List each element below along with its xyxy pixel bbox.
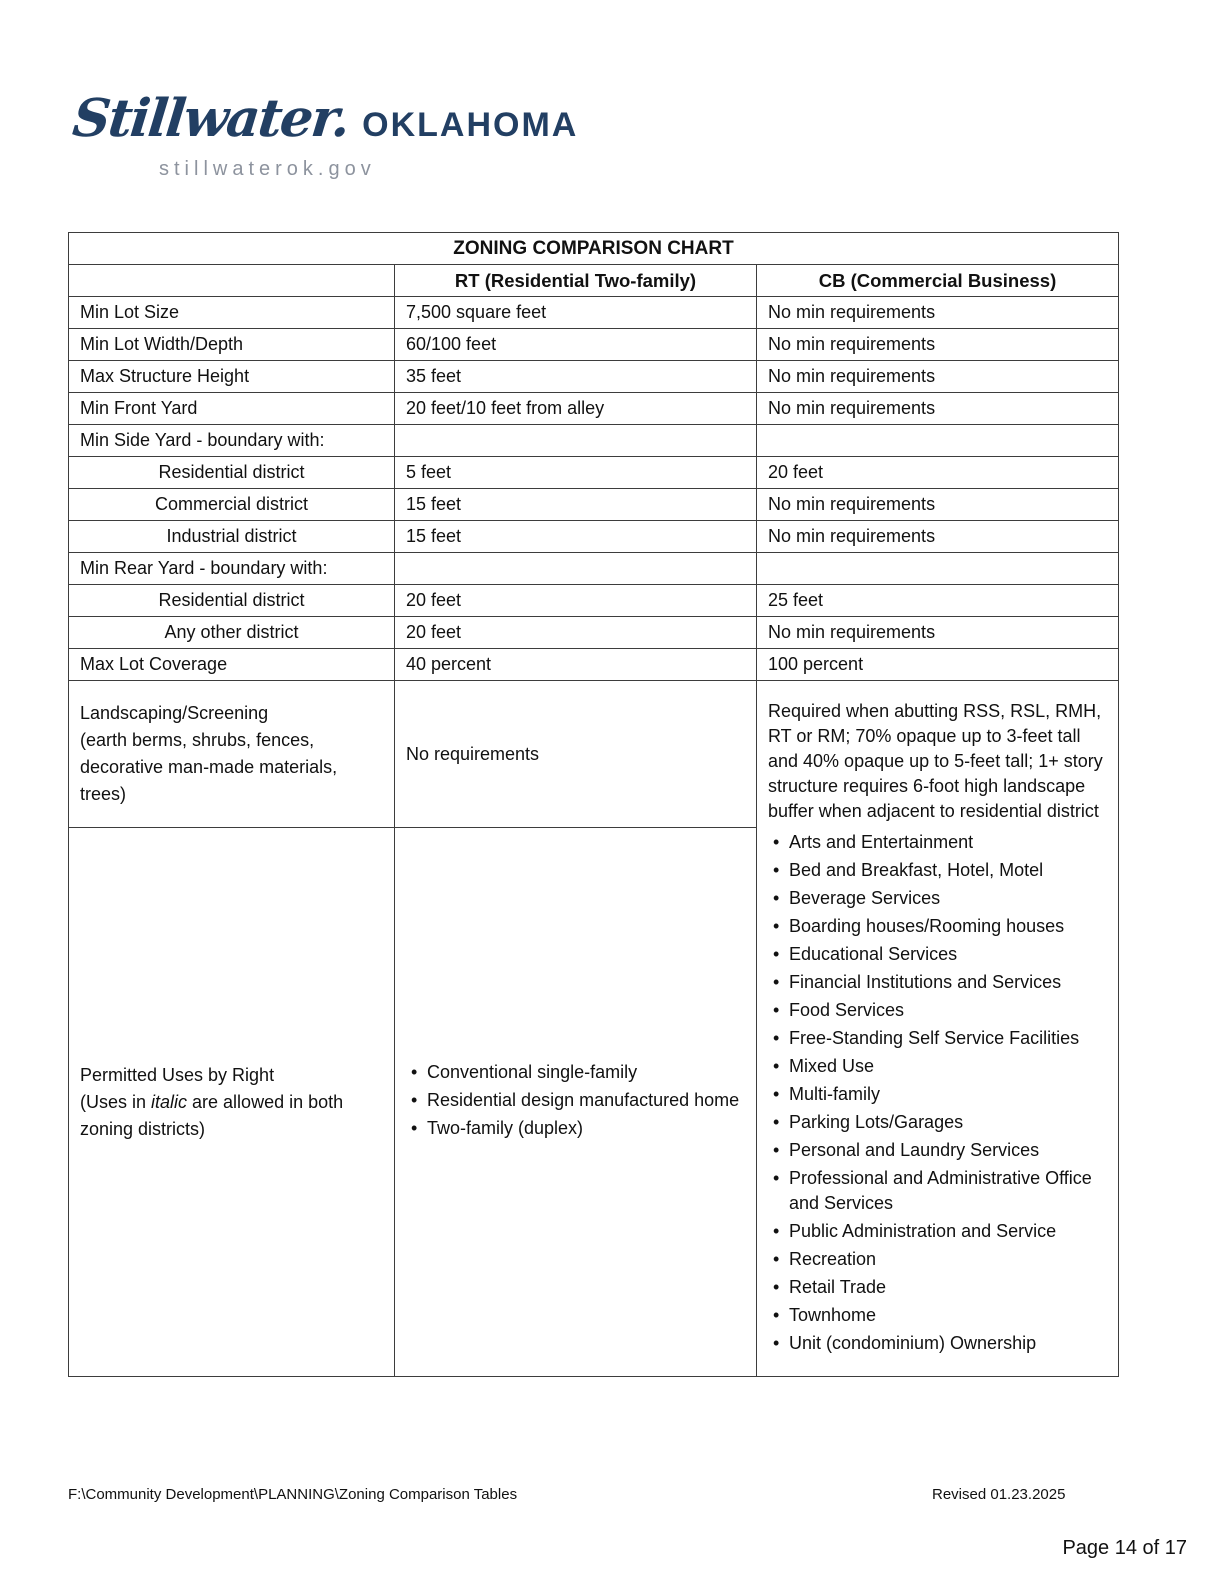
rt-value: 40 percent: [395, 649, 757, 681]
landscaping-label-detail: (earth berms, shrubs, fences, decorative man-made materials, trees): [80, 730, 338, 804]
rt-value: 7,500 square feet: [395, 297, 757, 329]
table-row: [69, 297, 1119, 329]
table-title-row: [69, 233, 1119, 265]
row-label: Min Lot Size: [69, 297, 395, 329]
row-label: Any other district: [69, 617, 395, 649]
footer-revised-date: Revised 01.23.2025: [932, 1486, 1066, 1503]
cb-landscaping-and-uses-cell: [757, 681, 1119, 1377]
rt-value: 20 feet: [395, 617, 757, 649]
row-label: Min Front Yard: [69, 393, 395, 425]
list-item: • Two-family (duplex): [406, 1116, 745, 1141]
permitted-uses-label-detail: (Uses in italic are allowed in both zoning districts): [80, 1091, 344, 1139]
brand-website: stillwaterok.gov: [159, 158, 376, 180]
table-row: [69, 617, 1119, 649]
list-item: • Food Services: [768, 998, 1107, 1023]
list-item: • Educational Services: [768, 942, 1107, 967]
table-row: [69, 361, 1119, 393]
table-row: [69, 489, 1119, 521]
rt-value: 5 feet: [395, 457, 757, 489]
rt-uses-cell: [395, 828, 757, 1377]
cb-value: No min requirements: [757, 489, 1119, 521]
list-item: • Parking Lots/Garages: [768, 1110, 1107, 1135]
rt-value: 15 feet: [395, 521, 757, 553]
table-title: ZONING COMPARISON CHART: [69, 233, 1119, 265]
list-item: • Free-Standing Self Service Facilities: [768, 1026, 1107, 1051]
cb-value: No min requirements: [757, 297, 1119, 329]
row-label: Residential district: [69, 457, 395, 489]
table-row: [69, 553, 1119, 585]
row-label: Residential district: [69, 585, 395, 617]
cb-value: 20 feet: [757, 457, 1119, 489]
rt-uses-list: [406, 1060, 745, 1141]
rt-value: 15 feet: [395, 489, 757, 521]
cb-value: 100 percent: [757, 649, 1119, 681]
landscaping-label: [69, 681, 395, 828]
rt-value: 35 feet: [395, 361, 757, 393]
rt-value: 20 feet/10 feet from alley: [395, 393, 757, 425]
list-item: • Arts and Entertainment: [768, 830, 1107, 855]
list-item: • Unit (condominium) Ownership: [768, 1331, 1107, 1356]
cb-value: No min requirements: [757, 521, 1119, 553]
table-row: [69, 585, 1119, 617]
permitted-uses-label-title: Permitted Uses by Right: [80, 1064, 275, 1085]
list-item: • Residential design manufactured home: [406, 1088, 745, 1113]
cb-value: [757, 553, 1119, 585]
rt-value: 60/100 feet: [395, 329, 757, 361]
zoning-comparison-table: [68, 232, 1119, 1377]
list-item: • Personal and Laundry Services: [768, 1138, 1107, 1163]
page-number: Page 14 of 17: [1062, 1537, 1187, 1559]
row-label: Commercial district: [69, 489, 395, 521]
row-label: Min Lot Width/Depth: [69, 329, 395, 361]
column-header-rt: RT (Residential Two-family): [395, 265, 757, 297]
column-header-blank: [69, 265, 395, 297]
list-item: • Retail Trade: [768, 1275, 1107, 1300]
table-row: [69, 425, 1119, 457]
cb-value: 25 feet: [757, 585, 1119, 617]
brand-logo: [69, 84, 579, 181]
italic-word: italic: [151, 1091, 188, 1112]
table-row: [69, 649, 1119, 681]
list-item: • Financial Institutions and Services: [768, 970, 1107, 995]
row-label: Min Rear Yard - boundary with:: [69, 553, 395, 585]
row-label: Max Structure Height: [69, 361, 395, 393]
cb-value: No min requirements: [757, 361, 1119, 393]
cb-value: No min requirements: [757, 393, 1119, 425]
list-item: • Conventional single-family: [406, 1060, 745, 1085]
rt-value: [395, 425, 757, 457]
cb-uses-list: [768, 830, 1107, 1356]
landscaping-rt-value: No requirements: [395, 681, 757, 828]
cb-value: No min requirements: [757, 617, 1119, 649]
list-item: • Professional and Administrative Office and Services: [768, 1166, 1107, 1216]
row-label: Max Lot Coverage: [69, 649, 395, 681]
landscaping-label-title: Landscaping/Screening: [80, 703, 269, 723]
list-item: • Boarding houses/Rooming houses: [768, 914, 1107, 939]
list-item: • Public Administration and Service: [768, 1219, 1107, 1244]
list-item: • Bed and Breakfast, Hotel, Motel: [768, 858, 1107, 883]
column-header-cb: CB (Commercial Business): [757, 265, 1119, 297]
table-header-row: [69, 265, 1119, 297]
cb-value: No min requirements: [757, 329, 1119, 361]
cb-value: [757, 425, 1119, 457]
permitted-uses-label: [69, 828, 395, 1377]
cb-landscaping-text: Required when abutting RSS, RSL, RMH, RT or RM; 70% opaque up to 3-feet tall and 40% opaque up to 5-feet tall; 1+ story structure requires 6-foot high landscape buffer when adjacent to residential district: [768, 700, 1103, 821]
table-row: [69, 457, 1119, 489]
landscaping-row: [69, 681, 1119, 828]
row-label: Min Side Yard - boundary with:: [69, 425, 395, 457]
list-item: • Multi-family: [768, 1082, 1107, 1107]
list-item: • Recreation: [768, 1247, 1107, 1272]
footer-file-path: F:\Community Development\PLANNING\Zoning Comparison Tables: [68, 1486, 518, 1503]
list-item: • Beverage Services: [768, 886, 1107, 911]
list-item: • Mixed Use: [768, 1054, 1107, 1079]
table-row: [69, 521, 1119, 553]
table-row: [69, 393, 1119, 425]
rt-value: [395, 553, 757, 585]
list-item: • Townhome: [768, 1303, 1107, 1328]
table-row: [69, 329, 1119, 361]
brand-state-wordmark: OKLAHOMA: [362, 106, 579, 144]
rt-value: 20 feet: [395, 585, 757, 617]
brand-script-wordmark: Stillwater.: [69, 88, 352, 149]
row-label: Industrial district: [69, 521, 395, 553]
